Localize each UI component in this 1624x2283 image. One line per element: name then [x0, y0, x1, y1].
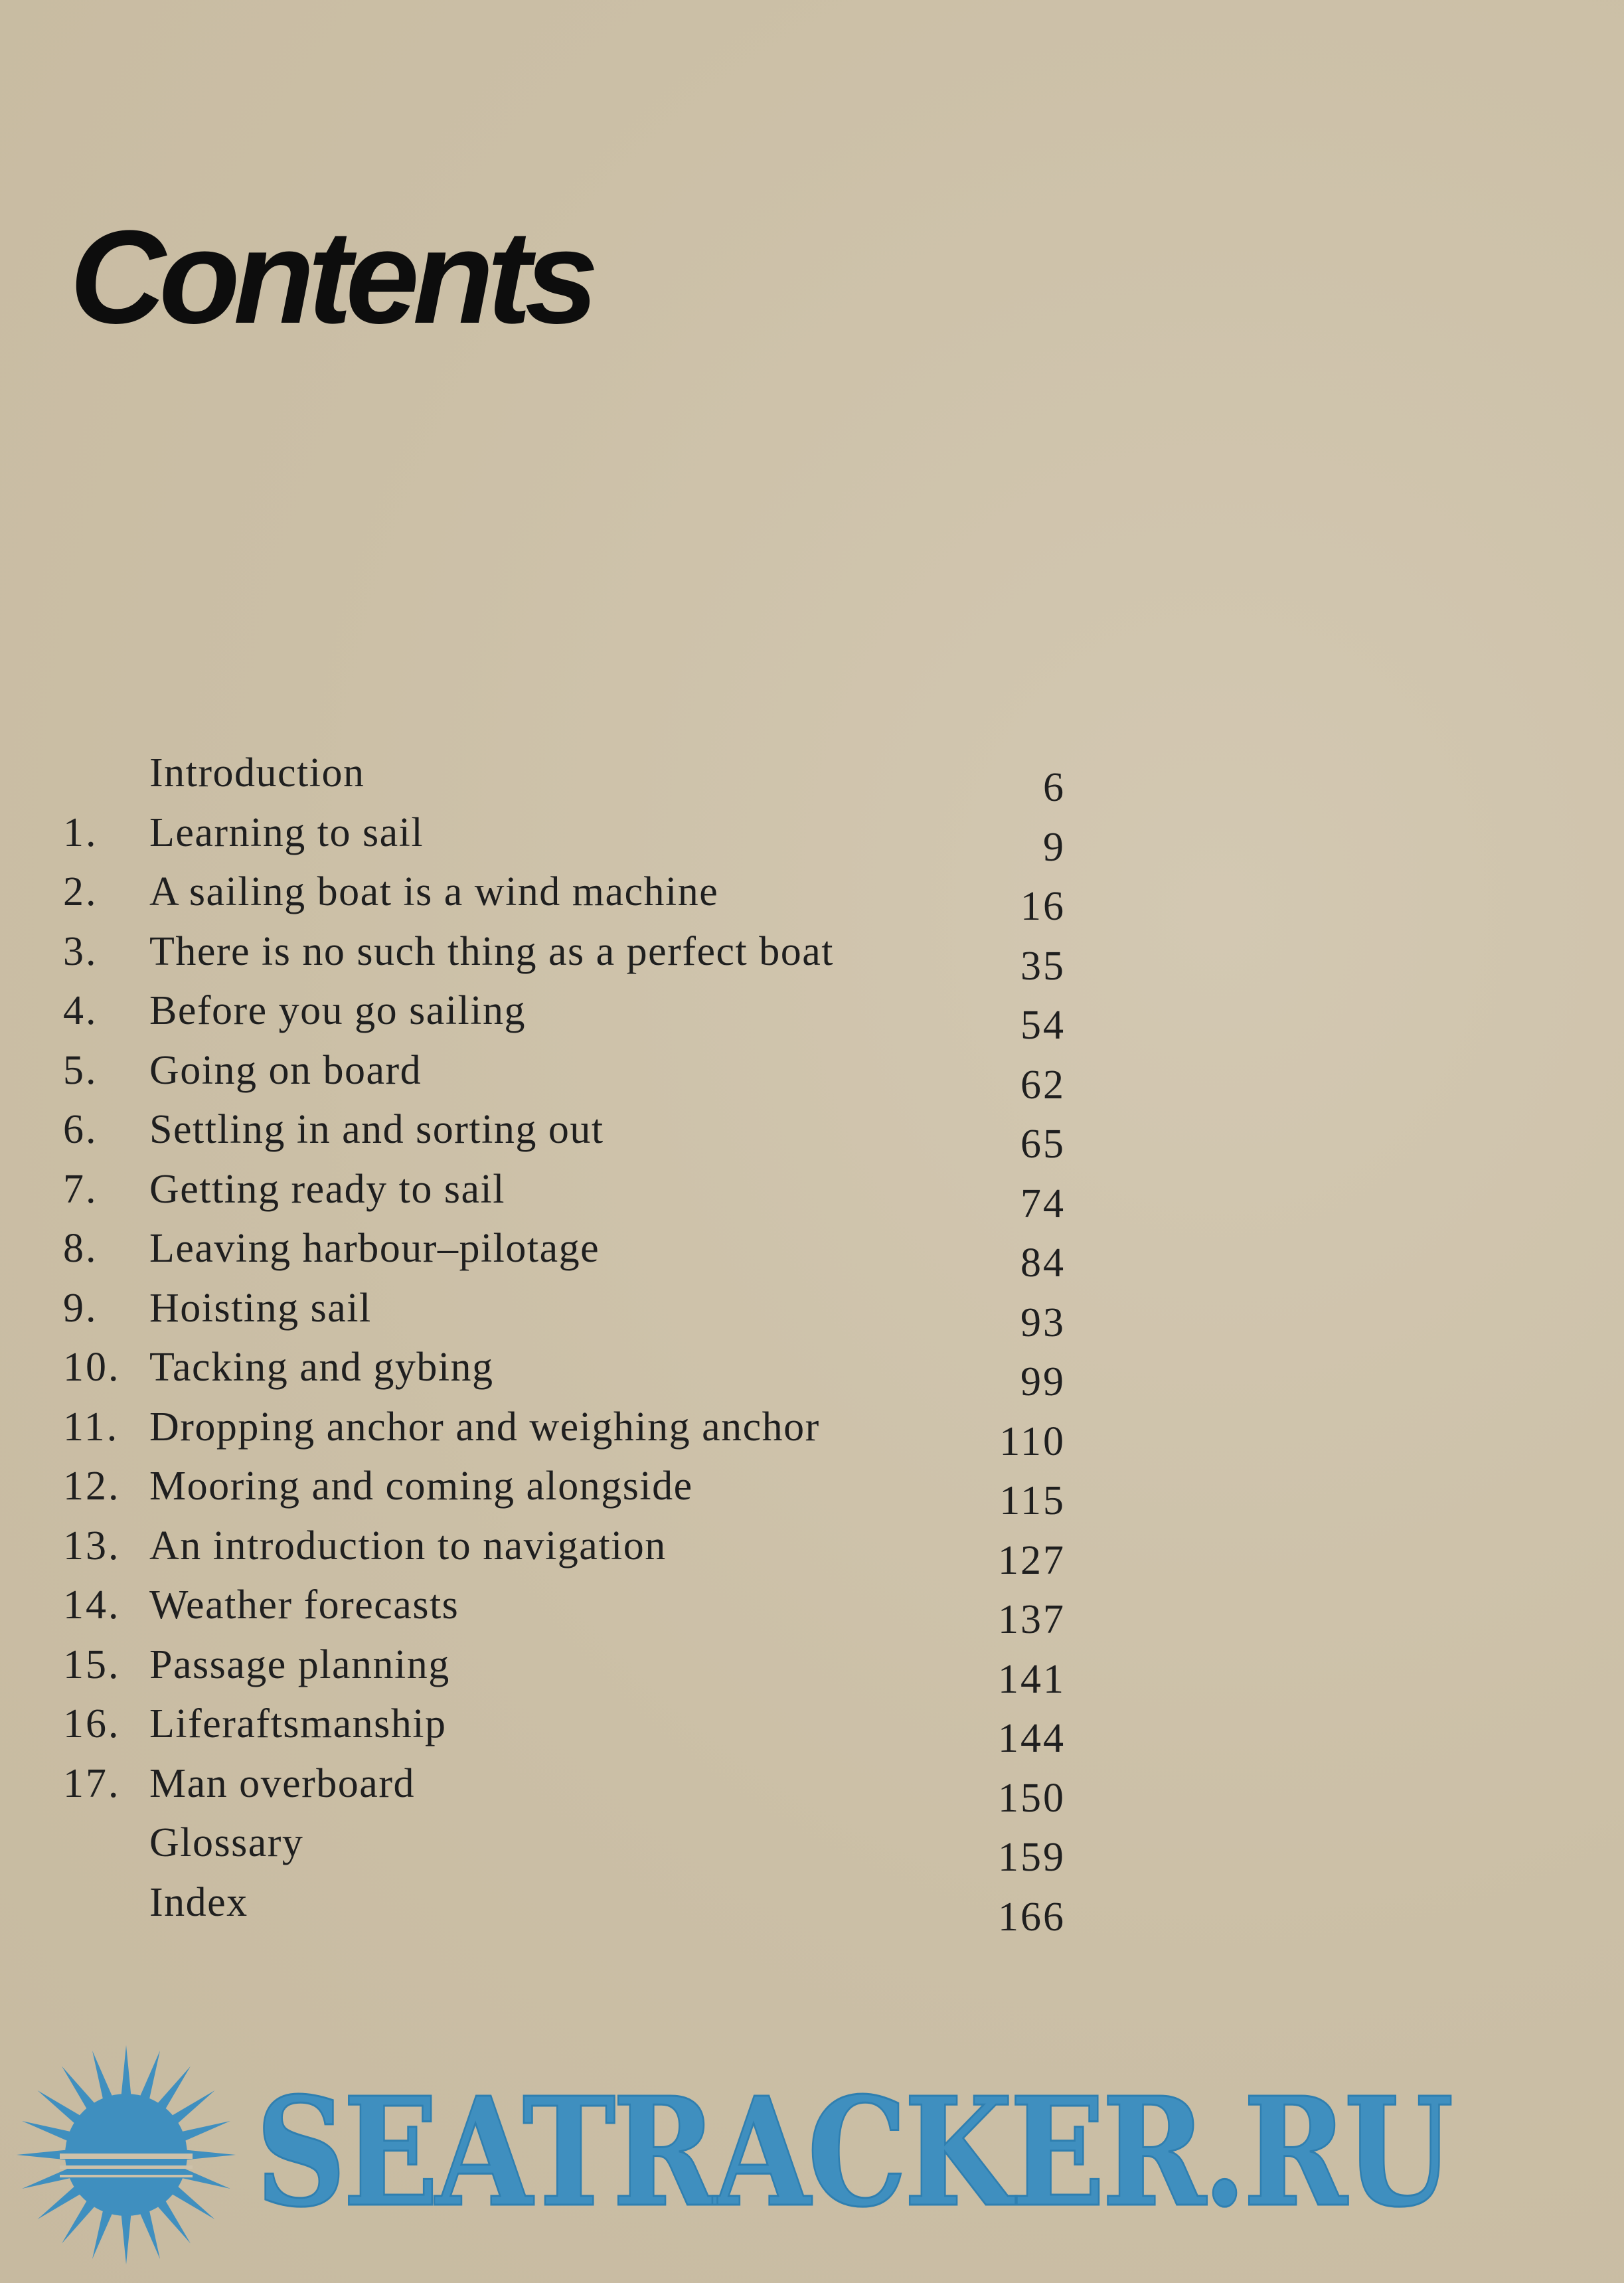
- page-title: Contents: [70, 203, 592, 351]
- sun-icon: [13, 2042, 239, 2268]
- sun-ray: [156, 2067, 191, 2111]
- sun-ray: [92, 2051, 113, 2101]
- chapter-number: 13.: [63, 1523, 121, 1568]
- chapter-title: Before you go sailing: [149, 988, 527, 1033]
- toc-entry: [63, 1517, 1086, 1583]
- chapter-number: 4.: [63, 988, 98, 1033]
- toc-entry: [63, 1576, 1086, 1642]
- chapter-number: 5.: [63, 1047, 98, 1093]
- chapter-title: Going on board: [149, 1047, 422, 1093]
- watermark-text: SEATRACKER.RU: [256, 2065, 1451, 2241]
- page-number: 137: [998, 1597, 1066, 1642]
- toc-entry: [63, 922, 1086, 989]
- page-number: 141: [998, 1656, 1066, 1702]
- page-number: 65: [1020, 1122, 1066, 1167]
- toc-entry: [63, 744, 1086, 810]
- chapter-title: Leaving harbour–pilotage: [149, 1226, 600, 1271]
- chapter-number: 17.: [63, 1760, 121, 1806]
- toc-entry: [63, 1398, 1086, 1464]
- sun-ray: [38, 2185, 82, 2219]
- table-of-contents: [63, 744, 1086, 1940]
- sun-ray: [170, 2185, 214, 2219]
- toc-entry: [63, 1873, 1086, 1940]
- sun-ray: [92, 2209, 113, 2259]
- page-number: 54: [1020, 1003, 1066, 1048]
- toc-entry: [63, 1754, 1086, 1821]
- chapter-title: Weather forecasts: [149, 1582, 459, 1628]
- chapter-title: Introduction: [149, 750, 365, 796]
- page-number: 74: [1020, 1181, 1066, 1226]
- chapter-title: Glossary: [149, 1820, 304, 1865]
- sun-ray: [22, 2168, 72, 2189]
- toc-entry: [63, 1041, 1086, 1108]
- chapter-number: 7.: [63, 1166, 98, 1212]
- toc-entry: [63, 1100, 1086, 1167]
- page-number: 84: [1020, 1240, 1066, 1286]
- toc-entry: [63, 1457, 1086, 1523]
- chapter-title: Liferaftsmanship: [149, 1701, 447, 1746]
- toc-entry: [63, 1338, 1086, 1404]
- chapter-title: Index: [149, 1879, 248, 1925]
- chapter-number: 11.: [63, 1404, 120, 1450]
- chapter-number: 6.: [63, 1107, 98, 1152]
- chapter-number: 10.: [63, 1345, 121, 1390]
- chapter-title: Hoisting sail: [149, 1285, 372, 1331]
- sun-ray: [170, 2090, 214, 2125]
- chapter-number: 16.: [63, 1701, 121, 1746]
- chapter-title: Learning to sail: [149, 809, 424, 855]
- page-number: 127: [998, 1537, 1066, 1583]
- toc-entry: [63, 1695, 1086, 1761]
- chapter-title: There is no such thing as a perfect boat: [149, 928, 834, 974]
- chapter-number: 14.: [63, 1582, 121, 1628]
- chapter-title: An introduction to navigation: [149, 1523, 667, 1568]
- chapter-title: Tacking and gybing: [149, 1345, 494, 1390]
- chapter-title: Mooring and coming alongside: [149, 1464, 693, 1509]
- toc-entry: [63, 1160, 1086, 1226]
- chapter-number: 12.: [63, 1464, 121, 1509]
- page-number: 93: [1020, 1300, 1066, 1345]
- chapter-number: 1.: [63, 809, 98, 855]
- chapter-title: Passage planning: [149, 1642, 450, 1687]
- page-number: 144: [998, 1716, 1066, 1761]
- watermark: [0, 2039, 1624, 2264]
- chapter-number: 15.: [63, 1642, 121, 1687]
- chapter-title: Settling in and sorting out: [149, 1107, 604, 1152]
- page-number: 9: [1043, 824, 1066, 870]
- chapter-number: 3.: [63, 928, 98, 974]
- toc-entry: [63, 981, 1086, 1048]
- chapter-title: Dropping anchor and weighing anchor: [149, 1404, 820, 1450]
- chapter-title: Getting ready to sail: [149, 1166, 505, 1212]
- page-number: 16: [1020, 884, 1066, 929]
- page-number: 6: [1043, 765, 1066, 810]
- chapter-title: Man overboard: [149, 1760, 415, 1806]
- sun-ray: [139, 2209, 160, 2259]
- page-number: 115: [999, 1478, 1066, 1523]
- toc-entry: [63, 1219, 1086, 1286]
- sun-ray: [180, 2121, 230, 2142]
- sun-ray: [22, 2121, 72, 2142]
- chapter-number: 2.: [63, 869, 98, 914]
- sun-ray: [139, 2051, 160, 2101]
- sun-ray: [121, 2213, 131, 2264]
- page-number: 166: [998, 1894, 1066, 1940]
- page-number: 110: [999, 1418, 1066, 1464]
- toc-entry: [63, 803, 1086, 870]
- chapter-number: 8.: [63, 1226, 98, 1271]
- chapter-number: 9.: [63, 1285, 98, 1331]
- sun-ray: [156, 2199, 191, 2243]
- toc-entry: [63, 1279, 1086, 1345]
- toc-entry: [63, 863, 1086, 929]
- page-number: 35: [1020, 943, 1066, 989]
- chapter-title: A sailing boat is a wind machine: [149, 869, 719, 914]
- sun-ray: [180, 2168, 230, 2189]
- page-number: 159: [998, 1835, 1066, 1880]
- page-number: 150: [998, 1775, 1066, 1821]
- toc-entry: [63, 1636, 1086, 1702]
- page-number: 62: [1020, 1062, 1066, 1108]
- sun-ray: [121, 2045, 131, 2096]
- page-number: 99: [1020, 1359, 1066, 1404]
- sun-ray: [62, 2067, 96, 2111]
- toc-entry: [63, 1814, 1086, 1880]
- sun-ray: [38, 2090, 82, 2125]
- sun-ray: [62, 2199, 96, 2243]
